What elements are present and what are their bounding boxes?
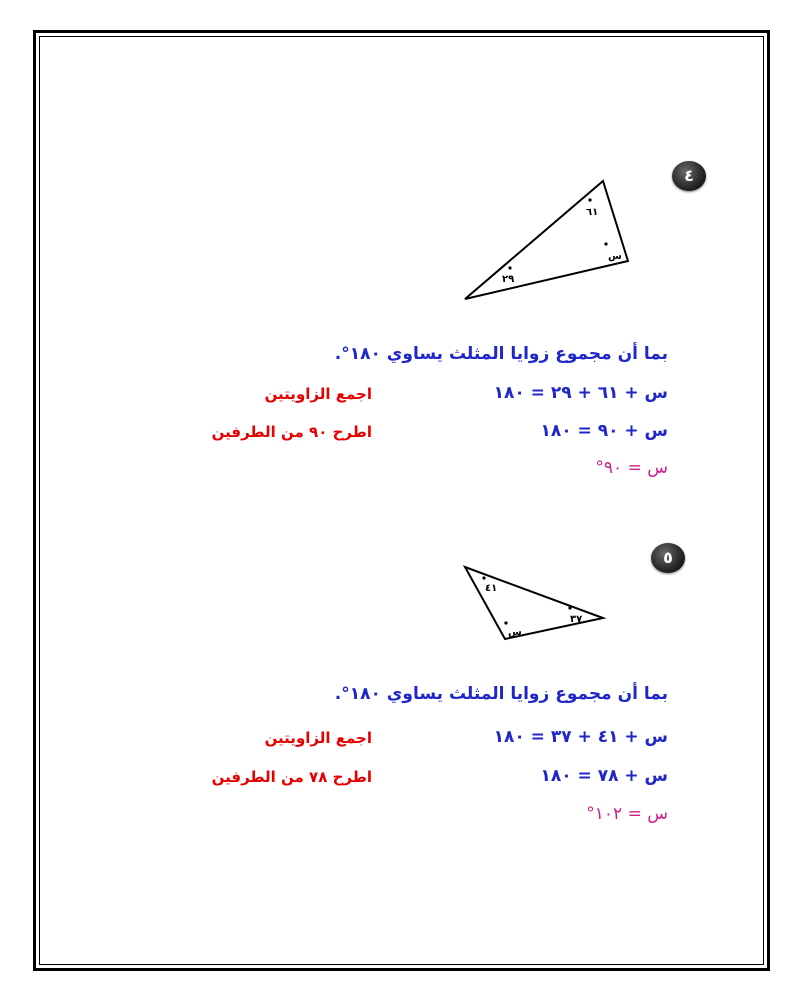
angle-label-left: ٢٩ [502, 274, 515, 285]
angle-label-left: ٤١ [485, 583, 498, 594]
step-2-note: اطرح ٧٨ من الطرفين [211, 768, 372, 786]
degree-dot [568, 606, 571, 609]
step-1-note: اجمع الزاويتين [264, 385, 372, 403]
triangle-figure [460, 560, 610, 645]
angle-label-top: ٦١ [586, 207, 599, 218]
degree-dot [504, 621, 507, 624]
triangle-shape [465, 567, 603, 639]
equation-step-1: س + ٤١ + ٣٧ = ١٨٠ [493, 727, 668, 747]
degree-dot [508, 266, 511, 269]
equation-step-2: س + ٧٨ = ١٨٠ [540, 766, 668, 786]
page-border-inner [39, 36, 764, 965]
step-2-note: اطرح ٩٠ من الطرفين [211, 423, 372, 441]
degree-dot [588, 198, 591, 201]
problem-number-badge: ٤ [672, 161, 706, 191]
problem-number-badge: ٥ [651, 543, 685, 573]
step-1-note: اجمع الزاويتين [264, 729, 372, 747]
angle-label-right: ٣٧ [570, 614, 583, 625]
angle-label-bottom: س [508, 627, 522, 638]
equation-step-1: س + ٦١ + ٢٩ = ١٨٠ [493, 383, 668, 403]
problem-statement: بما أن مجموع زوايا المثلث يساوي ١٨٠°. [334, 344, 668, 364]
result: س = ٩٠° [595, 458, 668, 478]
result: س = ١٠٢° [586, 804, 668, 824]
degree-dot [604, 242, 607, 245]
triangle-shape [465, 181, 628, 299]
problem-statement: بما أن مجموع زوايا المثلث يساوي ١٨٠°. [334, 684, 668, 704]
degree-dot [482, 576, 485, 579]
equation-step-2: س + ٩٠ = ١٨٠ [540, 421, 668, 441]
triangle-figure [460, 175, 630, 305]
angle-label-right: س [608, 251, 622, 262]
